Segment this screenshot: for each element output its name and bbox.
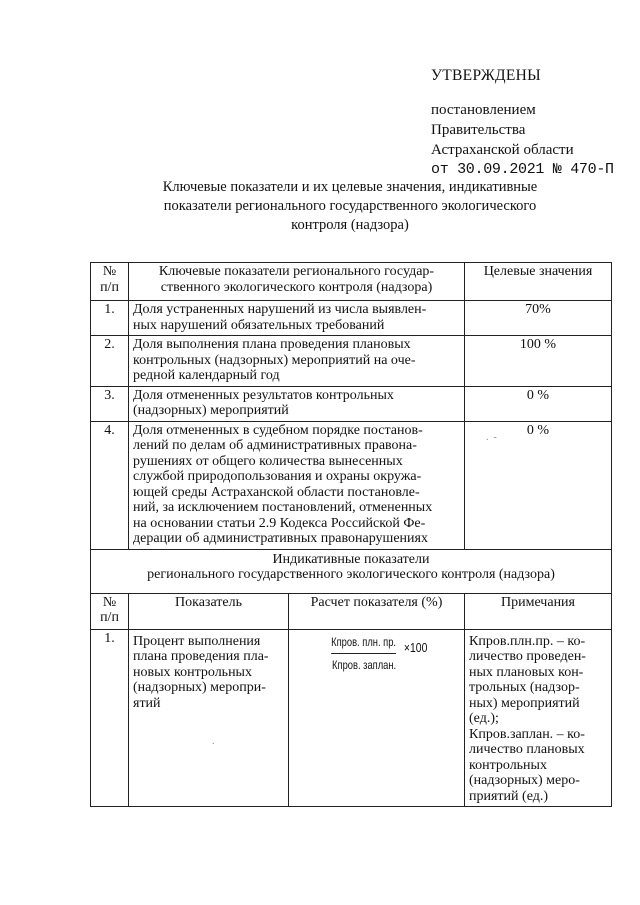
row-value: 0 % xyxy=(465,386,612,421)
row-value: 0 % xyxy=(465,421,612,549)
row-num: 2. xyxy=(91,336,129,387)
approval-line: Правительства xyxy=(431,122,526,138)
header-num: № п/п xyxy=(91,593,129,629)
indicative-title-row xyxy=(91,549,612,593)
row-text: Доля отмененных результатов контрольных (надзорных) мероприятий xyxy=(129,386,465,421)
formula-multiplier: ×100 xyxy=(404,640,428,656)
approval-date: от 30.09.2021 № 470-П xyxy=(431,161,614,178)
title-line: показатели регионального государственного экологического xyxy=(163,198,537,214)
row-notes: Кпров.плн.пр. – ко- личество проведен- ных плановых кон- трольных (надзор- ных) мероприятий (ед.); Кпров.заплан. – ко- личество плановых контрольных (надзорных) меро- приятий (ед.) xyxy=(465,629,612,807)
row-num: 3. xyxy=(91,386,129,421)
formula-numerator: Кпров. плн. пр. xyxy=(331,635,396,655)
approval-block xyxy=(431,66,614,180)
indicative-row xyxy=(91,629,612,807)
indicators-table xyxy=(90,262,612,807)
row-indicator: Процент выполнения плана проведения пла- новых контрольных (надзорных) меропри- ятий xyxy=(129,629,289,807)
row-num: 1. xyxy=(91,301,129,336)
row-value: 70% xyxy=(465,301,612,336)
indicative-title: Индикативные показатели регионального государственного экологического контроля (надзора) xyxy=(91,549,612,593)
header-notes: Примечания xyxy=(465,593,612,629)
formula-fraction xyxy=(322,635,405,674)
row-value: 100 % xyxy=(465,336,612,387)
scan-artifact: . - xyxy=(486,432,497,443)
row-num: 4. xyxy=(91,421,129,549)
header-num: № п/п xyxy=(91,263,129,301)
row-text: Доля выполнения плана проведения плановых контрольных (надзорных) мероприятий на оче- редной календарный год xyxy=(129,336,465,387)
row-num: 1. xyxy=(91,629,129,807)
key-row xyxy=(91,301,612,336)
formula xyxy=(322,635,430,674)
header-target: Целевые значения xyxy=(465,263,612,301)
title-line: Ключевые показатели и их целевые значения, индикативные xyxy=(162,179,538,195)
row-text: Доля отмененных в судебном порядке постанов- лений по делам об административных правона- рушениях от общего количества вынесенных службой природопользования и охраны окружа- ющей среды Астраханской области постановле- ний, за исключением постановлений, отмененных на основании статьи 2.9 Кодекса Российской Фе- дерации об административных правонарушениях xyxy=(129,421,465,549)
key-row xyxy=(91,336,612,387)
header-indicator: Показатель xyxy=(129,593,289,629)
row-formula xyxy=(289,629,465,807)
header-calc: Расчет показателя (%) xyxy=(289,593,465,629)
key-header-row xyxy=(91,263,612,301)
key-row xyxy=(91,421,612,549)
title-line: контроля (надзора) xyxy=(291,217,409,233)
row-text: Доля устраненных нарушений из числа выявлен- ных нарушений обязательных требований xyxy=(129,301,465,336)
approval-title: УТВЕРЖДЕНЫ xyxy=(431,67,541,84)
header-key-indicator: Ключевые показатели регионального государ- ственного экологического контроля (надзора) xyxy=(129,263,465,301)
scan-artifact: . xyxy=(212,736,215,747)
indicative-header-row xyxy=(91,593,612,629)
key-row xyxy=(91,386,612,421)
formula-denominator: Кпров. заплан. xyxy=(331,658,396,672)
approval-line: постановлением xyxy=(431,102,536,118)
approval-line: Астраханской области xyxy=(431,142,574,158)
document-title xyxy=(100,178,600,235)
